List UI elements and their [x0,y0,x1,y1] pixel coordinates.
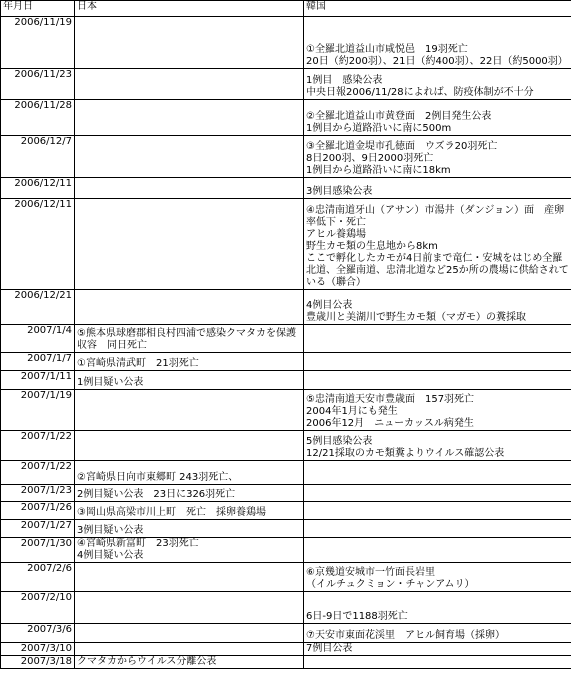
table-row [1,371,571,390]
date-cell: 2007/1/23 [1,485,75,502]
korea-cell: ③全羅北道金堤市孔徳面 ウズラ20羽死亡 8日200羽、9日2000羽死亡 1例目から道路沿いに南に18km [304,136,571,178]
table-row [1,290,571,325]
japan-cell [75,199,304,290]
korea-cell [304,325,571,353]
japan-cell [75,290,304,325]
table-row [1,17,571,69]
korea-cell: 1例目 感染公表 中央日報2006/11/28によれば、防疫体制が不十分 [304,69,571,100]
table-row [1,485,571,502]
japan-cell: ③岡山県高梁市川上町 死亡 採卵養鶏場 [75,502,304,520]
korea-cell [304,520,571,538]
date-cell: 2007/2/6 [1,563,75,592]
table-row [1,136,571,178]
date-cell: 2007/1/22 [1,431,75,461]
korea-cell: ②全羅北道益山市黄登面 2例目発生公表 1例目から道路沿いに南に500m [304,100,571,136]
korea-cell [304,538,571,563]
table-row [1,431,571,461]
table-row [1,520,571,538]
korea-cell: 6日-9日で1188羽死亡 [304,592,571,624]
date-cell: 2007/3/18 [1,656,75,669]
header-date: 年月日 [1,1,75,17]
korea-cell: ①全羅北道益山市咸悦邑 19羽死亡 20日（約200羽）、21日（約400羽）、22日（約5000羽） [304,17,571,69]
table-row [1,656,571,669]
japan-cell: ⑤熊本県球磨郡相良村四浦で感染クマタカを保護収容 同日死亡 [75,325,304,353]
japan-cell [75,643,304,656]
korea-cell: ④忠清南道牙山（アサン）市湯井（ダンジョン）面 産卵率低下・死亡 アヒル養鶏場 野生カモ類の生息地から8km ここで孵化したカモが4日前まで竜仁・安城をはじめ全羅北道、全羅南道、忠清北道など25か所の農場に供給されている（聯合） [304,199,571,290]
date-cell: 2006/11/23 [1,69,75,100]
table-row [1,390,571,431]
table-row [1,353,571,371]
table-row [1,563,571,592]
japan-cell: クマタカからウイルス分離公表 [75,656,304,669]
japan-cell: 1例目疑い公表 [75,371,304,390]
date-cell: 2006/12/11 [1,199,75,290]
table-row [1,624,571,643]
korea-cell: 5例目感染公表 12/21採取のカモ類糞よりウイルス確認公表 [304,431,571,461]
japan-cell [75,136,304,178]
table-row [1,461,571,485]
date-cell: 2007/1/11 [1,371,75,390]
header-korea: 韓国 [304,1,571,17]
japan-cell: 3例目疑い公表 [75,520,304,538]
date-cell: 2007/3/6 [1,624,75,643]
korea-cell [304,502,571,520]
japan-cell [75,69,304,100]
japan-cell: ④宮崎県新富町 23羽死亡 4例目疑い公表 [75,538,304,563]
korea-cell: ⑥京幾道安城市一竹面長岩里 （イルチュクミョン・チャンアムリ） [304,563,571,592]
date-cell: 2007/3/10 [1,643,75,656]
table-row [1,538,571,563]
japan-cell: ①宮崎県清武町 21羽死亡 [75,353,304,371]
date-cell: 2007/1/27 [1,520,75,538]
japan-cell [75,624,304,643]
date-cell: 2006/11/28 [1,100,75,136]
korea-cell: 4例目公表 豊歳川と美湖川で野生カモ類（マガモ）の糞採取 [304,290,571,325]
date-cell: 2007/2/10 [1,592,75,624]
date-cell: 2007/1/22 [1,461,75,485]
japan-cell: 2例目疑い公表 23日に326羽死亡 [75,485,304,502]
header-row [1,1,571,17]
date-cell: 2006/12/7 [1,136,75,178]
japan-cell [75,17,304,69]
japan-cell [75,178,304,199]
table-row [1,592,571,624]
korea-cell: 7例目公表 [304,643,571,656]
date-cell: 2007/1/30 [1,538,75,563]
date-cell: 2006/12/21 [1,290,75,325]
korea-cell: 3例目感染公表 [304,178,571,199]
japan-cell [75,563,304,592]
table-row [1,643,571,656]
table-row [1,100,571,136]
date-cell: 2006/11/19 [1,17,75,69]
korea-cell [304,485,571,502]
table-row [1,178,571,199]
table-row [1,502,571,520]
korea-cell: ⑦天安市東面花渓里 アヒル飼育場（採卵） [304,624,571,643]
korea-cell: ⑤忠清南道天安市豊歳面 157羽死亡 2004年1月にも発生 2006年12月 ニューカッスル病発生 [304,390,571,431]
date-cell: 2006/12/11 [1,178,75,199]
date-cell: 2007/1/26 [1,502,75,520]
korea-cell [304,656,571,669]
date-cell: 2007/1/4 [1,325,75,353]
table-row [1,69,571,100]
korea-cell [304,353,571,371]
japan-cell [75,431,304,461]
header-japan: 日本 [75,1,304,17]
japan-cell [75,100,304,136]
korea-cell [304,371,571,390]
japan-cell [75,592,304,624]
korea-cell [304,461,571,485]
table-row [1,199,571,290]
date-cell: 2007/1/7 [1,353,75,371]
date-cell: 2007/1/19 [1,390,75,431]
japan-cell: ②宮崎県日向市東郷町 243羽死亡、 [75,461,304,485]
table-row [1,325,571,353]
japan-cell [75,390,304,431]
